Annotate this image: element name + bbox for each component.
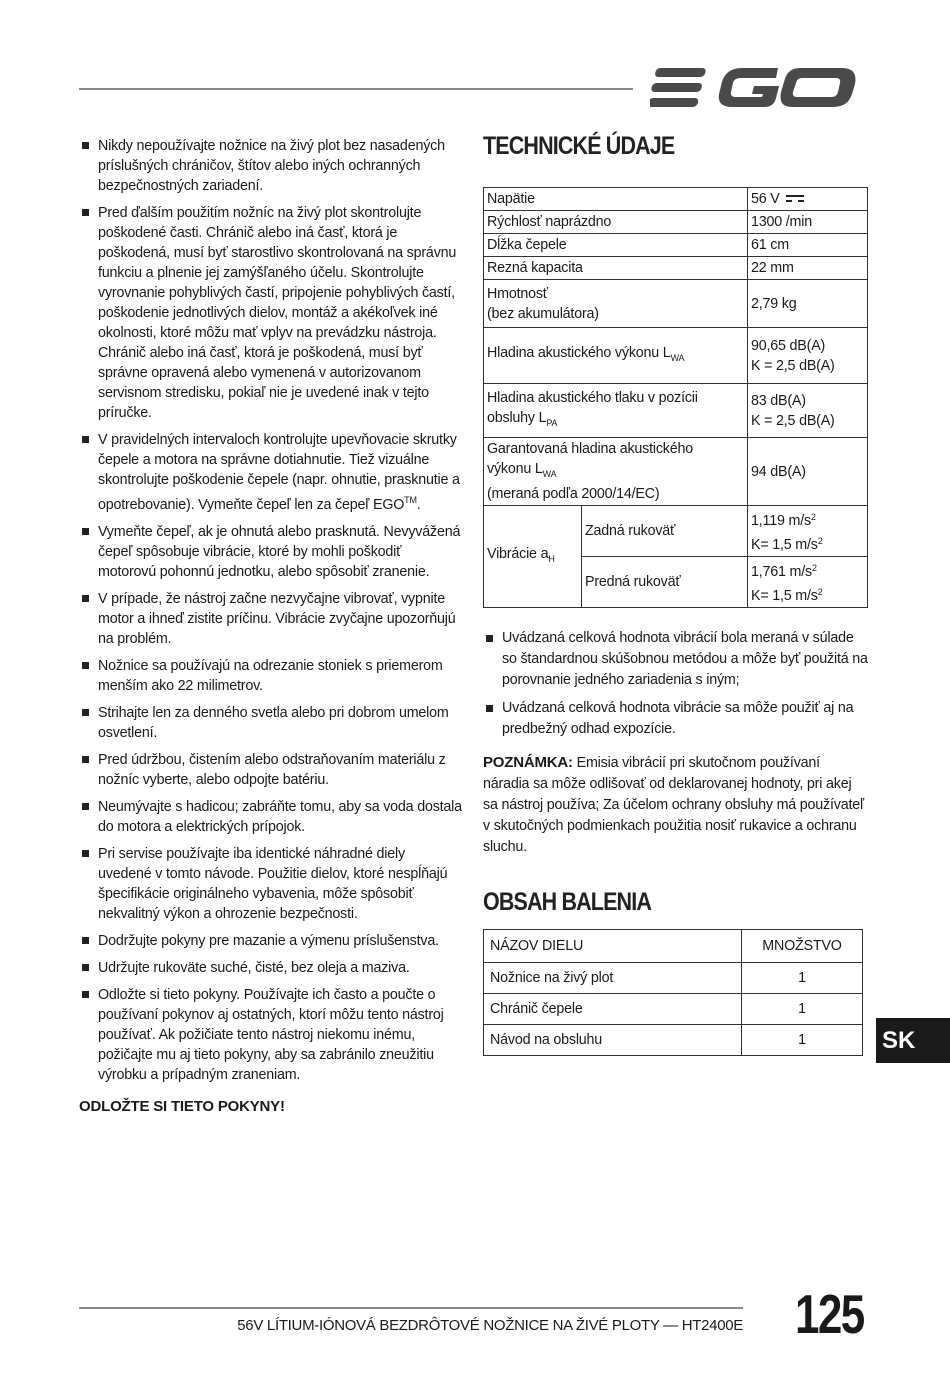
safety-column	[79, 136, 462, 1117]
right-column	[483, 132, 868, 1056]
safety-item: Pred ďalším použitím nožníc na živý plot skontrolujte poškodené časti. Chránič alebo iná časť, ktorá je poškodená, musí byť starostlivo skontrolovaná na správnu funkciu a plnenie jej zamýšľaného účelu. Skontrolujte vyrovnanie pohyblivých častí, pripojenie pohyblivých častí, poškodenie jednotlivých dielov, montáž a akékoľvek iné okolnosti, ktoré môžu mať vplyv na prevádzku nástroja. Chránič alebo iná časť, ktorá je poškodená, musí byť správne opravená alebo vymenená v autorizovanom servisnom stredisku, pokiaľ nie je uvedené inak v tejto príručke.	[79, 203, 462, 423]
spec-sublabel: Zadná rukoväť	[582, 506, 748, 557]
safety-item: Vymeňte čepeľ, ak je ohnutá alebo prasknutá. Nevyvážená čepeľ spôsobuje vibrácie, ktoré by mohli poškodiť motorovú pohonnú jednotku, alebo spôsobiť zranenie.	[79, 522, 462, 582]
spec-label: Hladina akustického tlaku v pozícii obsluhy $L_{PA}$	[484, 384, 748, 438]
bullet-square-icon	[82, 142, 89, 149]
spec-value: 22 mm	[748, 257, 868, 280]
spec-sublabel: Predná rukoväť	[582, 557, 748, 608]
language-tab: SK	[876, 1018, 950, 1063]
bullet-square-icon	[486, 635, 493, 642]
direct-current-icon	[786, 195, 804, 203]
footer-title: 56V LÍTIUM-IÓNOVÁ BEZDRÔTOVÉ NOŽNICE NA ŽIVÉ PLOTY — HT2400E	[237, 1317, 743, 1334]
bullet-square-icon	[82, 709, 89, 716]
spec-value: 2,79 kg	[748, 280, 868, 328]
table-row	[484, 234, 868, 257]
ego-logo	[650, 62, 862, 114]
note-paragraph: POZNÁMKA: Emisia vibrácií pri skutočnom používaní náradia sa môže odlišovať od deklarovanej hodnoty, pri akej sa nástroj používa; Za účelom ochrany obsluhy má používateľ v skutočných podmienkach použitia nosiť rukavice a ochranu sluchu.	[483, 754, 864, 855]
bullet-square-icon	[82, 662, 89, 669]
spec-label: Vibrácie $a_H$	[484, 506, 582, 608]
spec-value: 61 cm	[748, 234, 868, 257]
bullet-square-icon	[82, 436, 89, 443]
bullet-square-icon	[82, 803, 89, 810]
trademark-mark: TM	[404, 495, 417, 505]
part-name: Chránič čepele	[484, 994, 742, 1025]
bullet-square-icon	[82, 964, 89, 971]
part-quantity: 1	[742, 994, 863, 1025]
table-row	[484, 188, 868, 211]
safety-item: Nikdy nepoužívajte nožnice na živý plot bez nasadených príslušných chráničov, štítov alebo iných ochranných bezpečnostných zariadení.	[79, 136, 462, 196]
safety-item: Pri servise používajte iba identické náhradné diely uvedené v tomto návode. Použitie dielov, ktoré nespĺňajú špecifikácie originálneho vybavenia, môže spôsobiť nekvalitný výkon a ohrozenie bezpečnosti.	[79, 844, 462, 924]
spec-value: 94 dB(A)	[748, 438, 868, 506]
specs-title: TECHNICKÉ ÚDAJE	[483, 132, 675, 160]
safety-list	[79, 136, 462, 1085]
bullet-square-icon	[82, 756, 89, 763]
page-number: 125	[795, 1283, 864, 1345]
header-rule	[79, 88, 633, 90]
safety-item: Strihajte len za denného svetla alebo pri dobrom umelom osvetlení.	[79, 703, 462, 743]
safety-item: V prípade, že nástroj začne nezvyčajne vibrovať, vypnite motor a ihneď zistite príčinu. Vibrácie zvyčajne upozorňujú na problém.	[79, 589, 462, 649]
table-row	[484, 994, 863, 1025]
table-row	[484, 384, 868, 438]
table-header-row	[484, 930, 863, 963]
spec-label: Garantovaná hladina akustického výkonu $L_{WA}$ (meraná podľa 2000/14/EC)	[484, 438, 748, 506]
bullet-square-icon	[82, 991, 89, 998]
table-row	[484, 506, 868, 557]
table-row	[484, 438, 868, 506]
safety-item: Nožnice sa používajú na odrezanie stoniek s priemerom menším ako 22 milimetrov.	[79, 656, 462, 696]
spec-value: 83 dB(A) K = 2,5 dB(A)	[748, 384, 868, 438]
table-row	[484, 328, 868, 384]
spec-label: Rýchlosť naprázdno	[484, 211, 748, 234]
column-header-part: NÁZOV DIELU	[484, 930, 742, 963]
bullet-square-icon	[82, 850, 89, 857]
note-item: Uvádzaná celková hodnota vibrácií bola meraná v súlade so štandardnou skúšobnou metódou a môže byť použitá na porovnanie jedného zariadenia s iným;	[483, 628, 868, 691]
bullet-square-icon	[82, 528, 89, 535]
spec-label: Napätie	[484, 188, 748, 211]
safety-item: Neumývajte s hadicou; zabráňte tomu, aby sa voda dostala do motora a elektrických prípojok.	[79, 797, 462, 837]
spec-value: 1,119 $m/s^2$ K= 1,5 $m/s^2$	[748, 506, 868, 557]
table-row	[484, 211, 868, 234]
table-row	[484, 1025, 863, 1056]
part-name: Návod na obsluhu	[484, 1025, 742, 1056]
spec-value: 90,65 dB(A) K = 2,5 dB(A)	[748, 328, 868, 384]
spec-value: 56 V	[748, 188, 868, 211]
bullet-square-icon	[82, 209, 89, 216]
safety-item: V pravidelných intervaloch kontrolujte upevňovacie skrutky čepele a motora na správne dotiahnutie. Tiež vizuálne skontrolujte poškodenie čepele (napr. ohnutie, prasknutie a opotrebovanie). Vymeňte čepeľ len za čepeľ EGO™.	[79, 430, 462, 515]
table-row	[484, 280, 868, 328]
safety-item: Udržujte rukoväte suché, čisté, bez oleja a maziva.	[79, 958, 462, 978]
safety-item: Odložte si tieto pokyny. Používajte ich často a poučte o používaní pokynov aj ostatných, ktorí môžu tento nástroj používať. Ak požičiate tento nástroj niekomu inému, požičajte mu aj tieto pokyny, aby sa zabránilo zneužitiu výrobku a prípadným zraneniam.	[79, 985, 462, 1085]
spec-label: Dĺžka čepele	[484, 234, 748, 257]
specs-table	[483, 187, 868, 608]
spec-label: Hmotnosť (bez akumulátora)	[484, 280, 748, 328]
spec-label: Hladina akustického výkonu $L_{WA}$	[484, 328, 748, 384]
spec-value: 1,761 $m/s^2$ K= 1,5 $m/s^2$	[748, 557, 868, 608]
bullet-square-icon	[486, 705, 493, 712]
table-row	[484, 257, 868, 280]
keep-instructions-heading: ODLOŽTE SI TIETO POKYNY!	[79, 1097, 285, 1115]
note-label: POZNÁMKA:	[483, 754, 573, 771]
part-name: Nožnice na živý plot	[484, 963, 742, 994]
safety-item: Dodržujte pokyny pre mazanie a výmenu príslušenstva.	[79, 931, 462, 951]
part-quantity: 1	[742, 963, 863, 994]
package-contents-title: OBSAH BALENIA	[483, 888, 651, 916]
package-contents-table	[483, 929, 863, 1056]
note-item: Uvádzaná celková hodnota vibrácie sa môže použiť aj na predbežný odhad expozície.	[483, 698, 868, 740]
column-header-quantity: MNOŽSTVO	[742, 930, 863, 963]
footer-rule	[79, 1307, 743, 1309]
part-quantity: 1	[742, 1025, 863, 1056]
safety-item: Pred údržbou, čistením alebo odstraňovaním materiálu z nožníc vyberte, alebo odpojte batériu.	[79, 750, 462, 790]
bullet-square-icon	[82, 937, 89, 944]
vibration-notes	[483, 628, 868, 740]
table-row	[484, 963, 863, 994]
spec-label: Rezná kapacita	[484, 257, 748, 280]
bullet-square-icon	[82, 595, 89, 602]
spec-value: 1300 /min	[748, 211, 868, 234]
